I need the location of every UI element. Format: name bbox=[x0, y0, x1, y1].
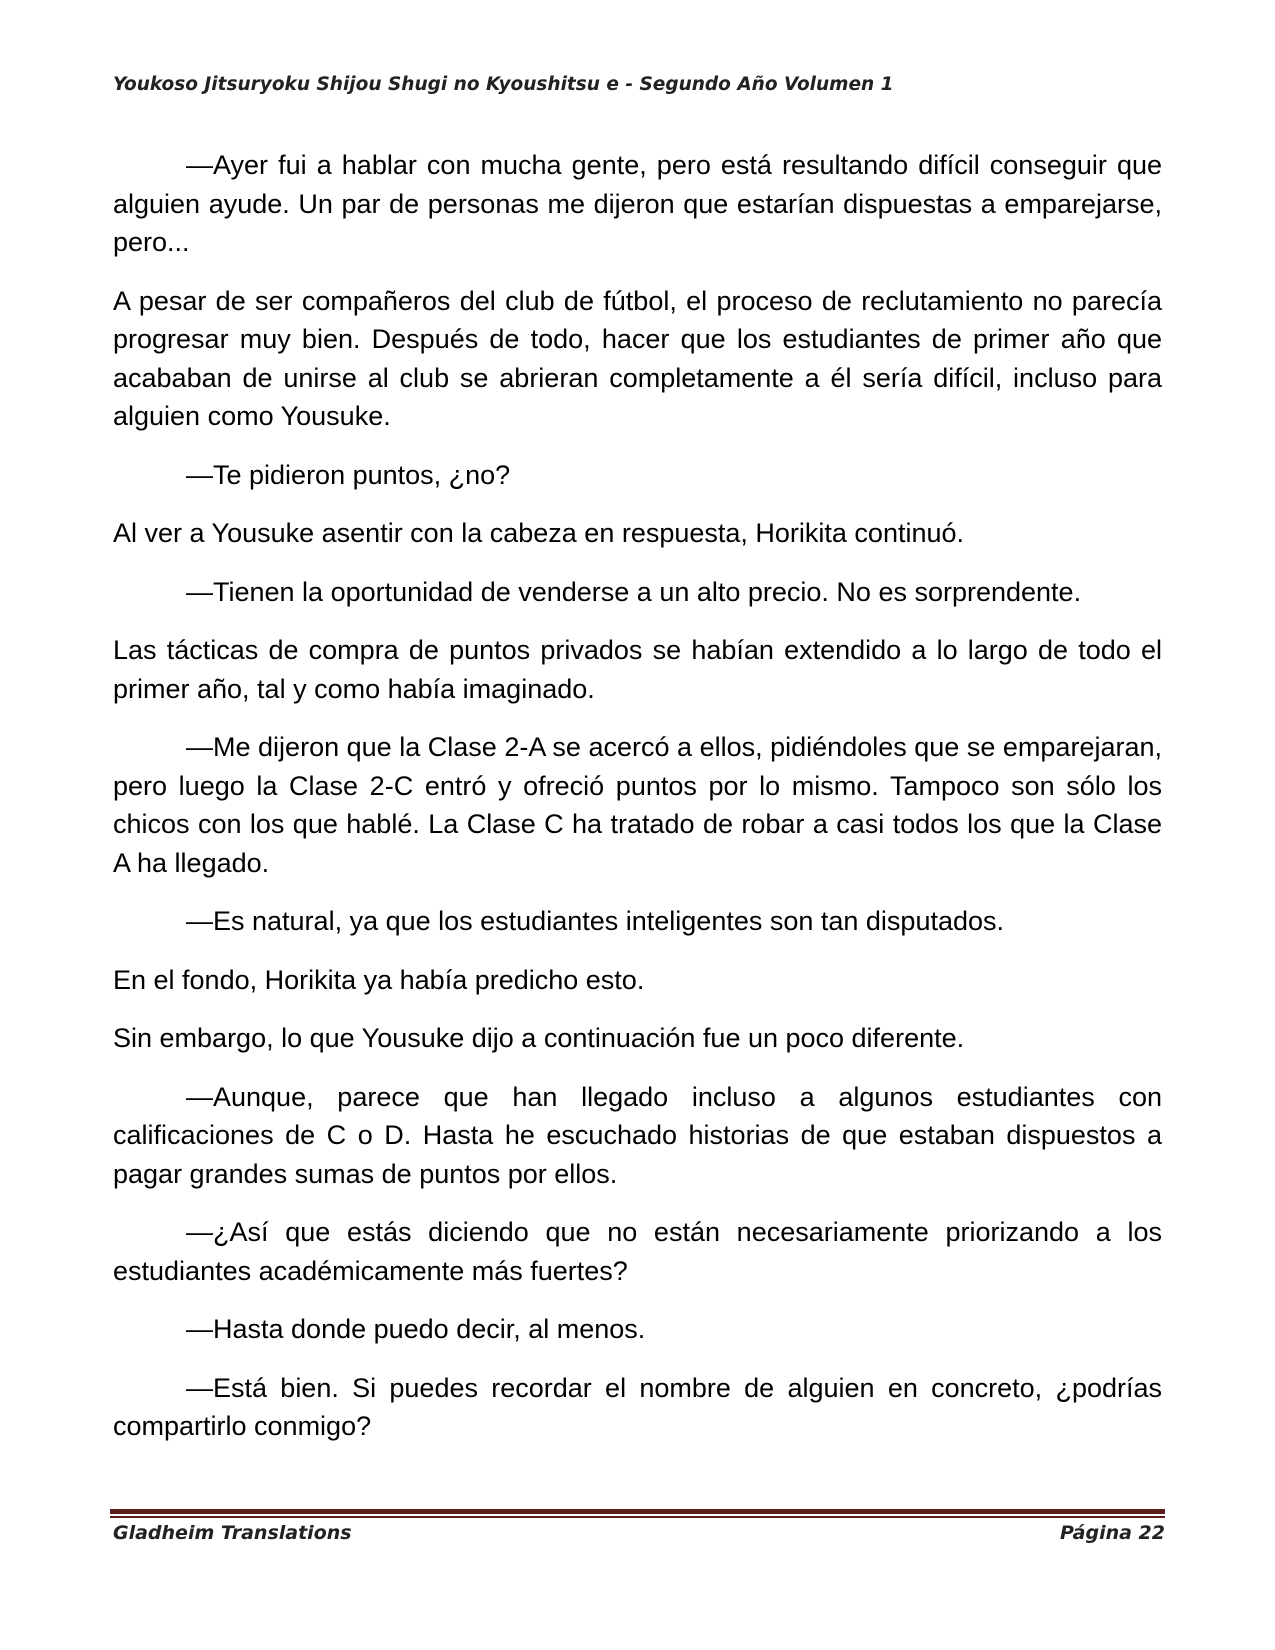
page-header-title: Youkoso Jitsuryoku Shijou Shugi no Kyoushitsu e - Segundo Año Volumen 1 bbox=[113, 74, 894, 95]
paragraph-11: —Aunque, parece que han llegado incluso a algunos estudiantes con calificaciones de C o D. Hasta he escuchado historias de que estaban dispuestos a pagar grandes sumas de puntos por ellos. bbox=[113, 1081, 1162, 1189]
paragraph-3: —Te pidieron puntos, ¿no? bbox=[186, 459, 511, 490]
paragraph-13: —Hasta donde puedo decir, al menos. bbox=[186, 1314, 646, 1344]
paragraph-14: —Está bien. Si puedes recordar el nombre de alguien en concreto, ¿podrías compartirlo conmigo? bbox=[113, 1372, 1162, 1441]
paragraph-4: Al ver a Yousuke asentir con la cabeza en respuesta, Horikita continuó. bbox=[113, 518, 965, 548]
paragraph-8: —Es natural, ya que los estudiantes inteligentes son tan disputados. bbox=[186, 906, 1005, 936]
paragraph-2: A pesar de ser compañeros del club de fútbol, el proceso de reclutamiento no parecía progresar muy bien. Después de todo, hacer que los estudiantes de primer año que acababan de unirse al club se abrieran completamente a él sería difícil, incluso para alguien como Yousuke. bbox=[113, 285, 1162, 431]
paragraph-5: —Tienen la oportunidad de venderse a un alto precio. No es sorprendente. bbox=[186, 576, 1082, 607]
body-text bbox=[113, 146, 1162, 1466]
paragraph-12: —¿Así que estás diciendo que no están necesariamente priorizando a los estudiantes académicamente más fuertes? bbox=[113, 1217, 1162, 1286]
paragraph-9: En el fondo, Horikita ya había predicho esto. bbox=[113, 964, 645, 995]
footer-divider-thick bbox=[110, 1509, 1165, 1514]
paragraph-10: Sin embargo, lo que Yousuke dijo a continuación fue un poco diferente. bbox=[113, 1023, 965, 1053]
paragraph-7: —Me dijeron que la Clase 2-A se acercó a ellos, pidiéndoles que se emparejaran, pero luego la Clase 2-C entró y ofreció puntos por lo mismo. Tampoco son sólo los chicos con los que hablé. La Clase C ha tratado de robar a casi todos los que la Clase A ha llegado. bbox=[113, 732, 1162, 878]
footer-translator-credit: Gladheim Translations bbox=[113, 1522, 352, 1544]
footer-page-number: Página 22 bbox=[1059, 1522, 1165, 1544]
paragraph-6: Las tácticas de compra de puntos privados se habían extendido a lo largo de todo el primer año, tal y como había imaginado. bbox=[113, 635, 1162, 704]
footer-divider-thin bbox=[110, 1516, 1165, 1518]
paragraph-1: —Ayer fui a hablar con mucha gente, pero está resultando difícil conseguir que alguien ayude. Un par de personas me dijeron que estarían dispuestas a emparejarse, pero... bbox=[113, 150, 1162, 257]
